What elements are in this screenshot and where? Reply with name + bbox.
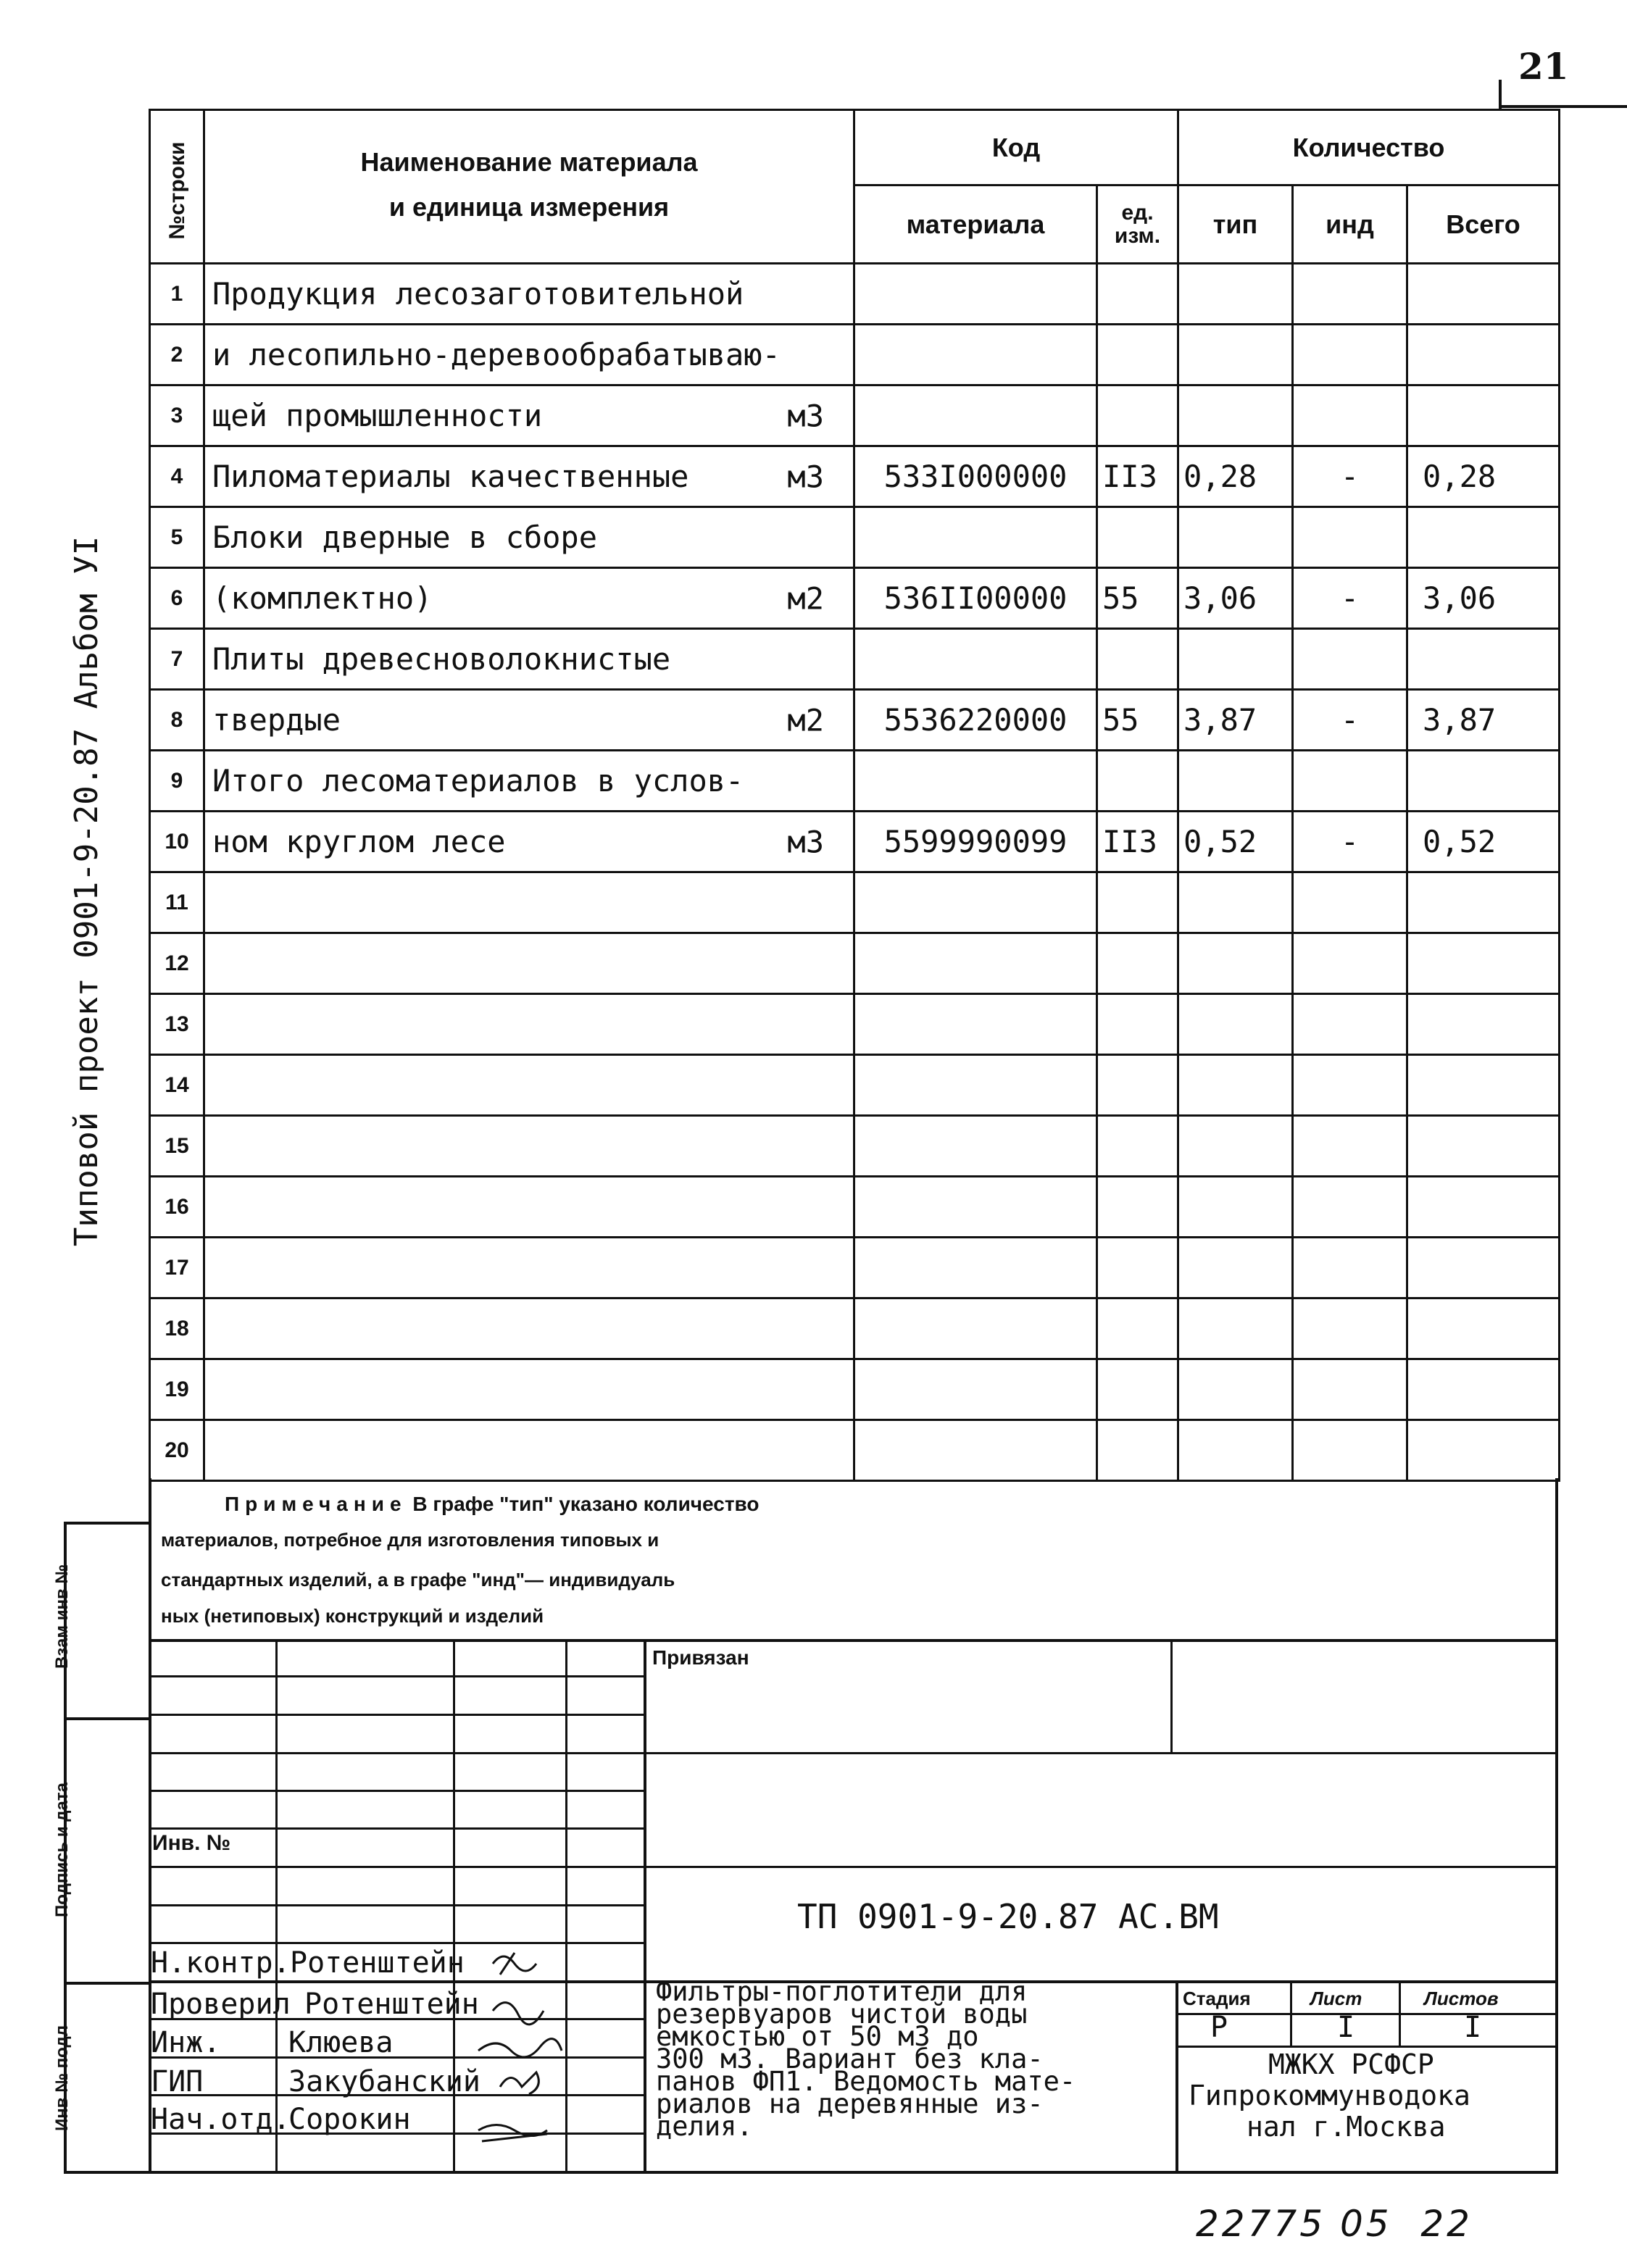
material-code [854,933,1097,994]
row-number: 6 [150,568,204,629]
material-name-text: твердые [212,702,341,738]
header-row-no: №строки [150,110,204,264]
qty-total [1407,1359,1560,1420]
material-name [204,751,854,812]
qty-total [1407,1055,1560,1116]
listov-value: I [1464,2011,1482,2044]
unit-code [1097,1359,1178,1420]
qty-tip [1178,1055,1293,1116]
qty-tip: 0,52 [1178,812,1293,872]
material-code: 536II00000 [854,568,1097,629]
stamp-col-4 [644,1639,646,2172]
material-code [854,1055,1097,1116]
stamp-row-d [149,1790,645,1792]
material-name [204,325,854,385]
qty-tip: 3,06 [1178,568,1293,629]
unit-code [1097,933,1178,994]
table-row [150,325,1560,385]
list-value: I [1337,2011,1355,2044]
material-code [854,629,1097,690]
qty-total [1407,507,1560,568]
qty-total [1407,1177,1560,1238]
qty-total [1407,994,1560,1055]
qty-total [1407,1116,1560,1177]
qty-tip [1178,325,1293,385]
material-name-text: (комплектно) [212,580,433,616]
stadia-value: Р [1210,2011,1228,2044]
material-name [204,933,854,994]
qty-tip [1178,1116,1293,1177]
side-strip-div1 [64,1522,151,1525]
header-unit-code: ед. изм. [1097,185,1178,264]
qty-ind [1293,264,1407,325]
note-line-3: стандартных изделий, а в графе "инд"— индивидуаль [161,1569,675,1590]
bottom-number: 22775 05 22 [1196,2203,1473,2245]
row-number: 15 [150,1116,204,1177]
unit-code [1097,1055,1178,1116]
material-name-text: Пиломатериалы качественные [212,459,689,494]
unit-code [1097,325,1178,385]
row-number: 14 [150,1055,204,1116]
qty-ind [1293,1055,1407,1116]
unit-code [1097,1298,1178,1359]
side-label-vzam: Взам инв № [52,1564,72,1669]
unit-label: м2 [787,580,824,616]
qty-total: 0,52 [1407,812,1560,872]
row-number: 4 [150,446,204,507]
list-label: Лист [1310,1988,1362,2009]
material-name [204,507,854,568]
qty-tip [1178,507,1293,568]
side-strip-div3 [64,1982,151,1985]
material-name [204,446,854,507]
qty-ind: - [1293,568,1407,629]
table-row [150,1177,1560,1238]
unit-code [1097,385,1178,446]
header-name: Наименование материала и единица измерения [204,110,854,264]
inzh-role: Инж. [151,2026,221,2059]
material-name [204,994,854,1055]
qty-total [1407,325,1560,385]
unit-code [1097,507,1178,568]
page-number-tick [1499,80,1502,109]
table-row [150,264,1560,325]
qty-ind [1293,1420,1407,1481]
qty-total [1407,933,1560,994]
qty-tip [1178,385,1293,446]
table-row [150,812,1560,872]
qty-tip [1178,629,1293,690]
unit-code: II3 [1097,446,1178,507]
unit-label: м3 [787,824,824,859]
table-row [150,751,1560,812]
n-kontr-name: Ротенштейн [290,1946,465,1980]
qty-total: 3,87 [1407,690,1560,751]
row-number: 7 [150,629,204,690]
unit-code [1097,264,1178,325]
org-line-3: нал г.Москва [1247,2111,1446,2143]
materials-table [149,109,1560,1482]
material-code [854,1238,1097,1298]
qty-total [1407,385,1560,446]
row-number: 3 [150,385,204,446]
material-name [204,812,854,872]
qty-ind: - [1293,446,1407,507]
material-code [854,507,1097,568]
org-line-1: МЖКХ РСФСР [1268,2048,1434,2080]
material-name [204,568,854,629]
unit-code [1097,751,1178,812]
qty-ind [1293,872,1407,933]
table-row [150,690,1560,751]
unit-code [1097,629,1178,690]
material-name [204,1298,854,1359]
stamp-top [149,1639,1558,1642]
stamp-row-g [149,1904,645,1906]
proveril-role: Проверил [151,1988,291,2021]
qty-ind [1293,1177,1407,1238]
material-code [854,1116,1097,1177]
material-code: 533I000000 [854,446,1097,507]
material-name [204,385,854,446]
material-code [854,872,1097,933]
table-row [150,1238,1560,1298]
table-row [150,446,1560,507]
unit-code [1097,1238,1178,1298]
material-name-text: ном круглом лесе [212,824,506,859]
unit-code: 55 [1097,690,1178,751]
listov-label: Листов [1424,1988,1499,2009]
table-row [150,1420,1560,1481]
qty-total [1407,1420,1560,1481]
unit-code [1097,1177,1178,1238]
material-code [854,751,1097,812]
table-row [150,872,1560,933]
qty-ind [1293,507,1407,568]
qty-tip [1178,1177,1293,1238]
material-name-text: и лесопильно-деревообрабатываю- [212,337,781,372]
stamp-row-c [149,1752,1558,1754]
qty-tip [1178,751,1293,812]
note-line-4: ных (нетиповых) конструкций и изделий [161,1605,544,1627]
table-row [150,629,1560,690]
row-number: 19 [150,1359,204,1420]
side-strip-div2 [64,1717,151,1720]
table-row [150,933,1560,994]
table-row [150,1298,1560,1359]
qty-ind [1293,1116,1407,1177]
material-name [204,1238,854,1298]
row-number: 18 [150,1298,204,1359]
table-row [150,507,1560,568]
material-name-text: Продукция лесозаготовительной [212,276,744,312]
qty-ind [1293,1359,1407,1420]
qty-tip [1178,872,1293,933]
row-number: 20 [150,1420,204,1481]
stamp-col-1 [275,1639,278,2172]
row-number: 16 [150,1177,204,1238]
note-frame-right [1555,1478,1558,2174]
stamp-row-f [149,1866,1558,1868]
material-name [204,1359,854,1420]
org-line-2: Гипрокоммунводока [1189,2080,1470,2111]
material-code [854,385,1097,446]
material-code: 5599990099 [854,812,1097,872]
qty-tip [1178,1359,1293,1420]
material-name-text: Плиты древесноволокнистые [212,641,671,677]
material-name [204,1420,854,1481]
table-row [150,1359,1560,1420]
stamp-row-stadia [1175,2013,1558,2015]
material-name-text: Итого лесоматериалов в услов- [212,763,744,799]
document-code: ТП 0901-9-20.87 АС.ВМ [797,1897,1219,1936]
side-strip-bottom [64,2171,1558,2174]
qty-tip [1178,264,1293,325]
n-kontr-role: Н.контр. [151,1946,291,1980]
qty-tip [1178,1420,1293,1481]
material-name [204,1116,854,1177]
gip-name: Закубанский [288,2065,480,2098]
side-title: Типовой проект 0901-9-20.87 Альбом УI [68,535,105,1247]
qty-ind [1293,751,1407,812]
row-number: 1 [150,264,204,325]
row-number: 12 [150,933,204,994]
table-row [150,568,1560,629]
qty-tip: 3,87 [1178,690,1293,751]
inzh-name: Клюева [288,2026,394,2059]
material-code [854,1359,1097,1420]
header-tip: тип [1178,185,1293,264]
unit-code [1097,872,1178,933]
qty-ind [1293,325,1407,385]
note-line-2: материалов, потребное для изготовления типовых и [161,1529,659,1551]
table-row [150,385,1560,446]
header-material: материала [854,185,1097,264]
unit-label: м3 [787,398,824,433]
qty-ind [1293,629,1407,690]
unit-code [1097,1420,1178,1481]
unit-label: м3 [787,459,824,494]
qty-total [1407,1298,1560,1359]
material-code [854,994,1097,1055]
row-number: 10 [150,812,204,872]
qty-total [1407,629,1560,690]
row-number: 17 [150,1238,204,1298]
title-block: Фильтры-поглотители для резервуаров чистой воды емкостью от 50 м3 до 300 м3. Вариант без кла- панов ФП1. Ведомость мате- риалов на деревянные из- делия. [656,1976,1076,2142]
stamp-row-org [1175,2046,1558,2048]
row-number: 2 [150,325,204,385]
material-name-text: щей промышленности [212,398,543,433]
material-name [204,1055,854,1116]
table-row [150,1116,1560,1177]
side-label-inv: Инв № подл [52,2025,72,2131]
stamp-row-a [149,1675,645,1677]
table-row [150,1055,1560,1116]
qty-ind [1293,933,1407,994]
material-code [854,1298,1097,1359]
side-label-podpis: Подпись и дата [52,1783,72,1917]
row-number: 13 [150,994,204,1055]
row-number: 11 [150,872,204,933]
qty-ind [1293,385,1407,446]
unit-code [1097,994,1178,1055]
privyazan-label: Привязан [652,1646,749,1669]
qty-ind: - [1293,812,1407,872]
table-row [150,994,1560,1055]
header-ind: инд [1293,185,1407,264]
nach-role: Нач.отд. [151,2103,291,2136]
unit-code: II3 [1097,812,1178,872]
stadia-label: Стадия [1183,1988,1251,2009]
header-qty: Количество [1178,110,1560,185]
signature-marks [449,1942,594,2167]
gip-role: ГИП [151,2065,204,2098]
qty-total [1407,751,1560,812]
page-number-rule [1500,105,1627,108]
unit-code [1097,1116,1178,1177]
material-name [204,629,854,690]
qty-ind [1293,1238,1407,1298]
page-number: 21 [1518,45,1569,88]
material-code [854,1420,1097,1481]
material-code: 5536220000 [854,690,1097,751]
proveril-name: Ротенштейн [304,1988,479,2021]
qty-ind: - [1293,690,1407,751]
note-line-1: Примечание В графе "тип" указано количество [225,1493,760,1515]
qty-tip [1178,1238,1293,1298]
qty-ind [1293,1298,1407,1359]
material-code [854,1177,1097,1238]
qty-tip [1178,994,1293,1055]
unit-label: м2 [787,702,824,738]
qty-tip [1178,1298,1293,1359]
row-number: 5 [150,507,204,568]
stamp-row-e [149,1827,645,1830]
qty-total: 3,06 [1407,568,1560,629]
material-name [204,872,854,933]
header-code: Код [854,110,1178,185]
row-number: 9 [150,751,204,812]
row-number: 8 [150,690,204,751]
stamp-row-b [149,1714,645,1716]
stamp-col-5 [1170,1639,1173,1752]
inv-no-label: Инв. № [152,1831,231,1855]
qty-total [1407,1238,1560,1298]
material-name [204,1177,854,1238]
qty-total [1407,264,1560,325]
qty-total: 0,28 [1407,446,1560,507]
qty-ind [1293,994,1407,1055]
qty-tip: 0,28 [1178,446,1293,507]
material-code [854,264,1097,325]
header-total: Всего [1407,185,1560,264]
material-name [204,690,854,751]
material-name [204,264,854,325]
qty-tip [1178,933,1293,994]
qty-total [1407,872,1560,933]
material-code [854,325,1097,385]
stamp-col-6 [1175,1980,1178,2172]
material-name-text: Блоки дверные в сборе [212,520,598,555]
unit-code: 55 [1097,568,1178,629]
nach-name: Сорокин [288,2103,411,2136]
